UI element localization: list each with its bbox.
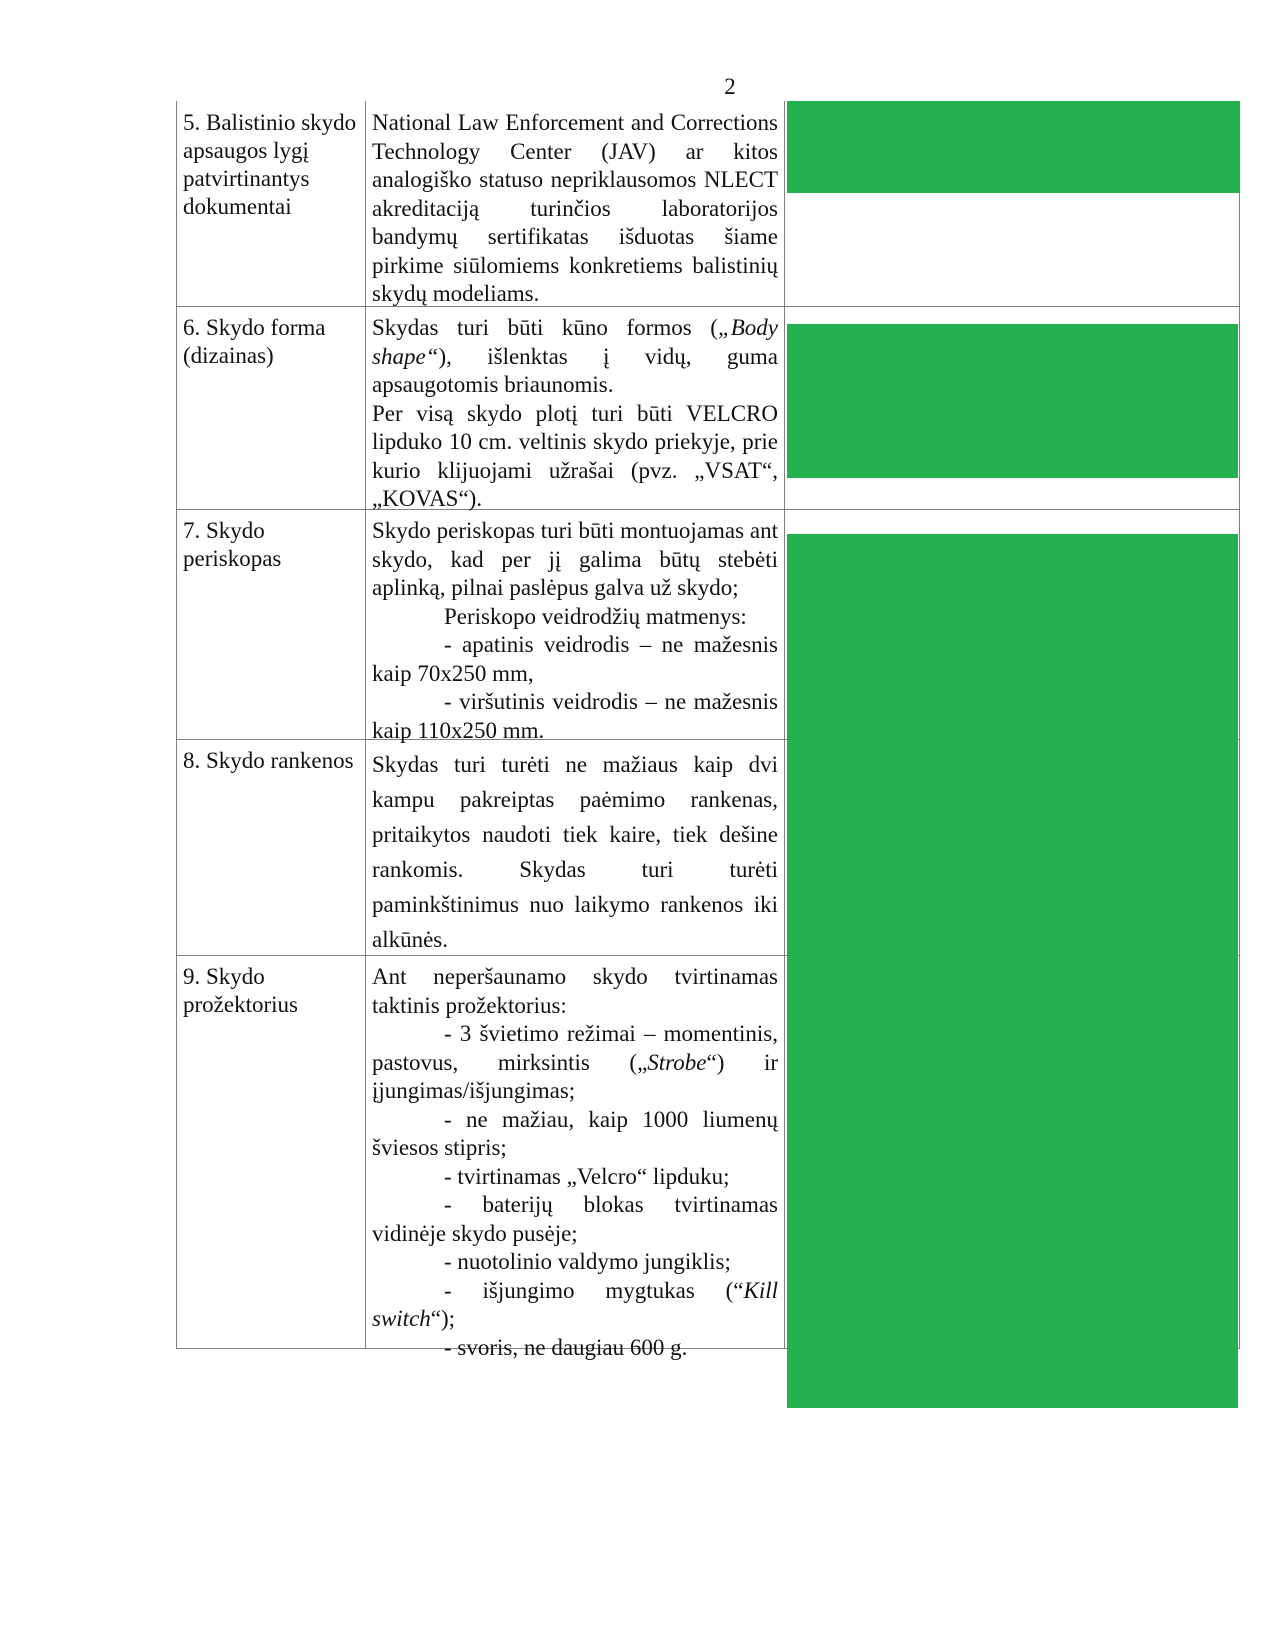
text-run: ), išlenktas į vidų, guma apsaugotomis briaunomis.	[372, 343, 778, 397]
text-run: - išjungimo mygtukas (“	[444, 1277, 744, 1303]
row-label: 9. Skydo prožektorius	[176, 955, 366, 1348]
description-list-item: - tvirtinamas „Velcro“ lipduku;	[444, 1163, 730, 1189]
description-list-item	[372, 1020, 778, 1106]
redaction-block	[787, 534, 1238, 1408]
text-run: “);	[430, 1306, 456, 1331]
row-description	[366, 509, 785, 743]
description-list-item	[372, 1277, 778, 1334]
row-description	[366, 739, 785, 955]
row-label: 7. Skydo periskopas	[176, 509, 366, 739]
redaction-block	[787, 101, 1240, 193]
text-run-italic: „Body shape“	[372, 315, 778, 369]
description-list-item: - ne mažiau, kaip 1000 liumenų šviesos stipris;	[372, 1106, 778, 1160]
description-paragraph: Per visą skydo plotį turi būti VELCRO lipduko 10 cm. veltinis skydo priekyje, prie kurio klijuojami užrašai (pvz. „VSAT“, „KOVAS“).	[372, 400, 778, 511]
row-description	[366, 306, 785, 509]
description-paragraph: Periskopo veidrodžių matmenys:	[444, 603, 747, 629]
row-description	[366, 955, 785, 1360]
description-paragraph	[372, 314, 778, 400]
text-run-italic: Strobe	[647, 1049, 707, 1075]
text-run: - 3 švietimo režimai – momentinis, pastovus, mirksintis („	[372, 1021, 778, 1075]
description-paragraph: National Law Enforcement and Corrections Technology Center (JAV) ar kitos analogiško statuso nepriklausomos NLECT akreditaciją turinčios laboratorijos bandymų sertifikatas išduotas šiame pirkime siūlomiems konkretiems balistinių skydų modeliams.	[372, 110, 778, 306]
row-label: 8. Skydo rankenos	[176, 739, 366, 955]
page-number: 2	[724, 74, 736, 99]
text-run: Skydas turi būti kūno formos (	[372, 315, 718, 340]
text-run-italic: Kill switch	[372, 1277, 778, 1331]
row-label: 5. Balistinio skydo apsaugos lygį patvirtinantys dokumentai	[176, 101, 366, 306]
description-paragraph: Skydo periskopas turi būti montuojamas ant skydo, kad per jį galima būtų stebėti aplinką, pilnai paslėpus galva už skydo;	[372, 518, 778, 600]
description-paragraph: - viršutinis veidrodis – ne mažesnis kaip 110x250 mm.	[372, 689, 778, 743]
description-paragraph: Skydas turi turėti ne mažiaus kaip dvi kampu pakreiptas paėmimo rankenas, pritaikytos naudoti tiek kaire, tiek dešine rankomis. Skydas turi turėti paminkštinimus nuo laikymo rankenos iki alkūnės.	[372, 752, 778, 952]
description-paragraph: - apatinis veidrodis – ne mažesnis kaip 70x250 mm,	[372, 632, 778, 686]
description-list-item: - svoris, ne daugiau 600 g.	[444, 1334, 688, 1360]
row-label: 6. Skydo forma (dizainas)	[176, 306, 366, 509]
description-paragraph: Ant neperšaunamo skydo tvirtinamas taktinis prožektorius:	[372, 964, 778, 1018]
redaction-block	[787, 324, 1238, 478]
row-description	[366, 101, 785, 306]
description-list-item: - baterijų blokas tvirtinamas vidinėje skydo pusėje;	[372, 1192, 778, 1246]
text-run: “) ir įjungimas/išjungimas;	[372, 1049, 778, 1103]
description-list-item: - nuotolinio valdymo jungiklis;	[444, 1249, 731, 1274]
